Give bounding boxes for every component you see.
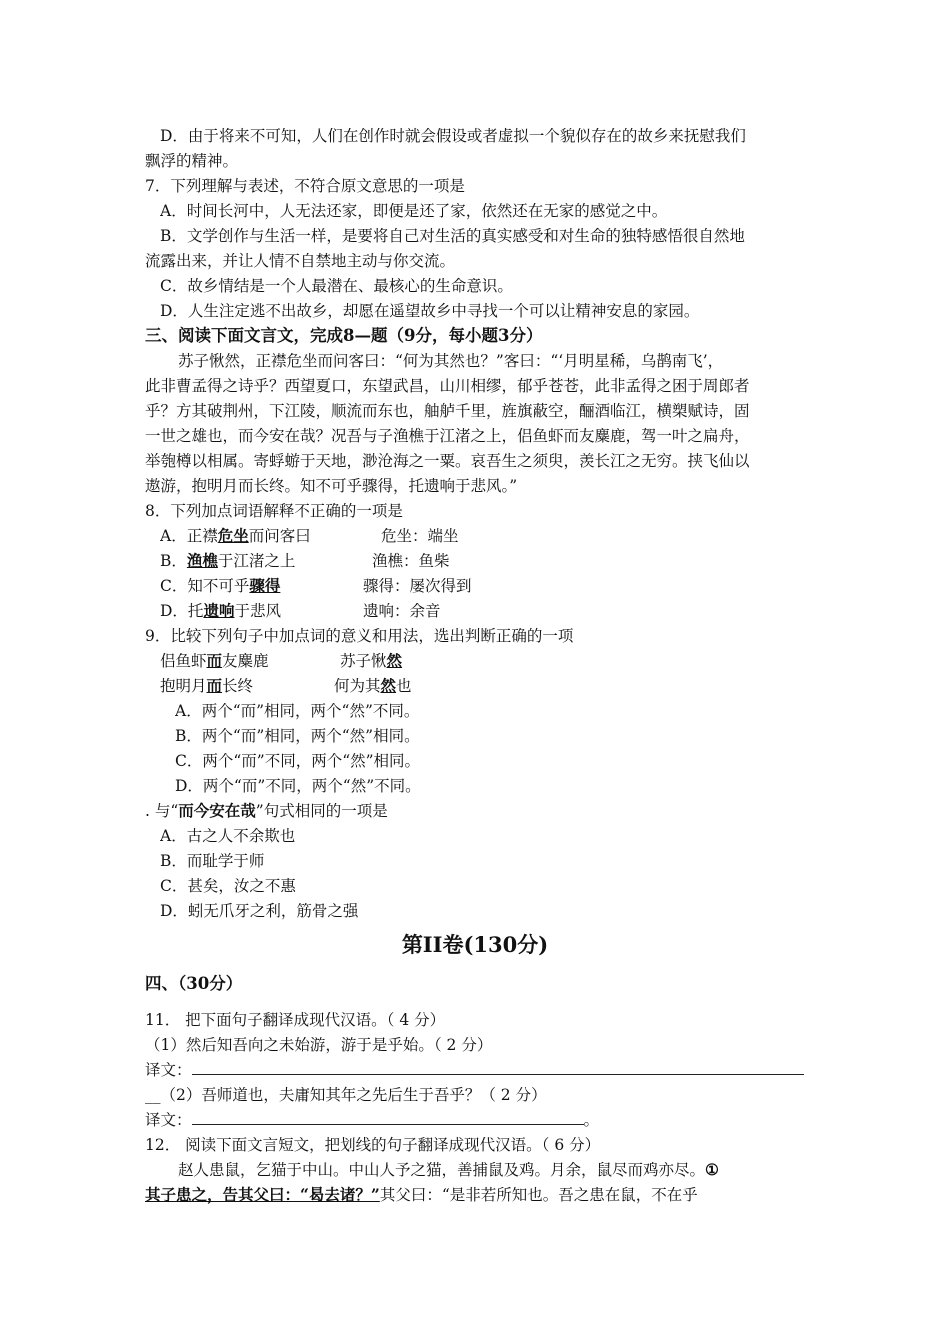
q12-stem: 12． 阅读下面文言短文，把划线的句子翻译成现代汉语。（ 6 分） [145,1136,601,1154]
q11-stem: 11． 把下面句子翻译成现代汉语。（ 4 分） [145,1011,446,1029]
answer-blank[interactable] [192,1108,584,1125]
q7-option-a: A．时间长河中，人无法还家，即便是还了家，依然还在无家的感觉之中。 [160,202,668,220]
q8-stem: 8．下列加点词语解释不正确的一项是 [145,502,403,520]
q10-option-b: B．而耻学于师 [160,852,265,870]
q6-option-d-line2: 飘浮的精神。 [145,152,239,170]
q10-option-a: A．古之人不余欺也 [160,827,296,845]
q10-stem: . 与“而今安在哉”句式相同的一项是 [145,801,388,820]
q8-option-a-gloss: 危坐：端坐 [381,527,459,545]
q9-sentence-2a: 抱明月而长终 [160,676,254,695]
q9-option-c: C．两个“而”不同，两个“然”相同。 [175,752,421,770]
emphasized-word: 而 [206,676,223,695]
q9-option-b: B．两个“而”相同，两个“然”相同。 [175,727,420,745]
q8-option-c-gloss: 骤得：屡次得到 [363,577,472,595]
q9-stem: 9．比较下列句子中加点词的意义和用法，选出判断正确的一项 [145,627,574,645]
q12-passage-line1: 赵人患鼠，乞猫于中山。中山人予之猫，善捕鼠及鸡。月余，鼠尽而鸡亦尽。① [178,1160,719,1179]
q7-option-b-line2: 流露出来，并让人情不自禁地主动与你交流。 [145,252,456,270]
part2-title: 第II卷(130分) [401,932,549,957]
q11-answer-1: 译文： [145,1058,810,1082]
q11-sentence-2: __（2）吾师道也，夫庸知其年之先后生于吾乎？（ 2 分） [145,1086,547,1104]
passage-line: 遨游，抱明月而长终。知不可乎骤得，托遗响于悲风。” [145,477,518,495]
emphasized-word: 渔樵 [186,551,218,570]
q9-sentence-1a: 侣鱼虾而友麋鹿 [160,651,269,670]
q9-sentence-2b: 何为其然也 [334,676,412,695]
circled-number: ① [705,1160,719,1179]
passage-line: 此非曹孟得之诗乎？西望夏口，东望武昌，山川相缪，郁乎苍苍，此非孟得之困于周郎者 [145,377,750,395]
q8-option-d: D．托遗响于悲风 [160,601,281,620]
q9-option-d: D．两个“而”不同，两个“然”不同。 [175,777,421,795]
emphasized-word: 而 [206,651,223,670]
passage-line: 乎？方其破荆州，下江陵，顺流而东也，舳舻千里，旌旗蔽空，酾酒临江，横槊赋诗，固 [145,402,750,420]
passage-line: 苏子愀然，正襟危坐而问客曰：“何为其然也？”客曰：“‘月明星稀，乌鹊南飞’， [178,352,724,370]
section4-heading: 四、（30分） [145,974,243,993]
q7-stem: 7．下列理解与表述，不符合原文意思的一项是 [145,177,465,195]
passage-line: 一世之雄也，而今安在哉？况吾与子渔樵于江渚之上，侣鱼虾而友麋鹿，驾一叶之扁舟， [145,427,750,445]
emphasized-word: 骤得 [249,576,281,595]
q8-option-a: A．正襟危坐而问客曰 [160,526,311,545]
q7-option-c: C．故乡情结是一个人最潜在、最核心的生命意识。 [160,277,513,295]
q6-option-d-line1: D．由于将来不可知，人们在创作时就会假设或者虚拟一个貌似存在的故乡来抚慰我们 [160,127,746,145]
q8-option-c: C．知不可乎骤得 [160,576,281,595]
q8-option-d-gloss: 遗响：余音 [363,602,441,620]
q9-option-a: A．两个“而”相同，两个“然”不同。 [175,702,420,720]
q8-option-b: B．渔樵于江渚之上 [160,551,296,570]
q11-sentence-1: （1）然后知吾向之未始游，游于是乎始。（ 2 分） [145,1036,493,1054]
q12-passage-line2: 其子患之，告其父曰：“曷去诸？”其父曰：“是非若所知也。吾之患在鼠，不在乎 [145,1185,698,1204]
q9-sentence-1b: 苏子愀然 [340,651,403,670]
q7-option-d: D．人生注定逃不出故乡，却愿在遥望故乡中寻找一个可以让精神安息的家园。 [160,302,700,320]
underlined-sentence: 其子患之，告其父曰：“曷去诸？” [145,1185,380,1204]
answer-blank[interactable] [192,1058,804,1075]
q8-option-b-gloss: 渔樵：鱼柴 [372,552,450,570]
emphasized-word: 然 [380,676,397,695]
emphasized-word: 遗响 [203,601,235,620]
q11-answer-2: 译文： 。 [145,1108,810,1132]
q7-option-b-line1: B．文学创作与生活一样，是要将自己对生活的真实感受和对生命的独特感悟很自然地 [160,227,745,245]
emphasized-word: 然 [386,651,403,670]
q10-option-c: C．甚矣，汝之不惠 [160,877,296,895]
q10-option-d: D．蚓无爪牙之利，筋骨之强 [160,902,359,920]
section3-heading: 三、阅读下面文言文，完成8—题（9分，每小题3分） [145,326,543,345]
passage-line: 举匏樽以相属。寄蜉蝣于天地，渺沧海之一粟。哀吾生之须臾，羡长江之无穷。挟飞仙以 [145,452,750,470]
emphasized-word: 危坐 [217,526,249,545]
